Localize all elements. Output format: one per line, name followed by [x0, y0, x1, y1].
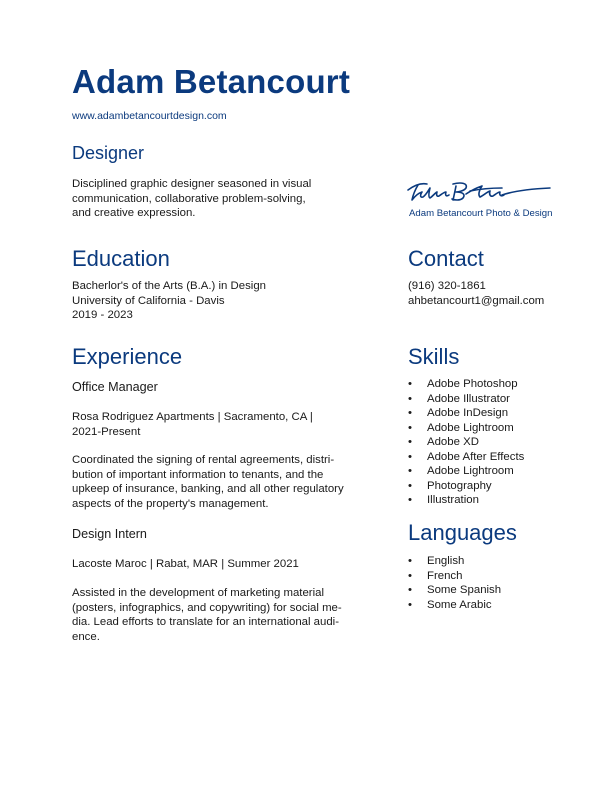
education-years: 2019 - 2023: [72, 309, 133, 322]
contact-heading: Contact: [408, 246, 484, 271]
education-school: University of California - Davis: [72, 294, 225, 307]
website-link[interactable]: www.adambetancourtdesign.com: [72, 110, 227, 122]
job-title: Design Intern: [72, 527, 147, 541]
skill-item: • Illustration: [408, 493, 524, 508]
summary-line: and creative expression.: [72, 207, 196, 220]
summary-line: communication, collaborative problem-solving,: [72, 192, 306, 205]
job-description-line: bution of important information to tenants, and the: [72, 468, 324, 481]
contact-phone: (916) 320-1861: [408, 280, 486, 292]
languages-heading: Languages: [408, 520, 517, 545]
job-description-line: dia. Lead efforts to translate for an international audi-: [72, 616, 340, 629]
job-employer-line: 2021-Present: [72, 425, 141, 438]
job-employer-line: Lacoste Maroc | Rabat, MAR | Summer 2021: [72, 558, 299, 570]
languages-list: [408, 554, 501, 612]
language-item: • French: [408, 569, 501, 584]
experience-heading: Experience: [72, 344, 183, 369]
summary-line: Disciplined graphic designer seasoned in visual: [72, 178, 312, 190]
language-item: • Some Arabic: [408, 598, 501, 613]
education-details: [72, 279, 266, 323]
skill-item: • Adobe XD: [408, 435, 524, 450]
job-description-line: Coordinated the signing of rental agreements, distri-: [72, 454, 335, 466]
job-employer: [72, 410, 313, 439]
job-employer: [72, 557, 299, 572]
contact-details: [408, 279, 544, 308]
contact-email[interactable]: ahbetancourt1@gmail.com: [408, 294, 545, 307]
job-employer-line: Rosa Rodriguez Apartments | Sacramento, CA |: [72, 411, 313, 423]
job-description-line: Assisted in the development of marketing material: [72, 587, 324, 599]
job-title: Office Manager: [72, 380, 158, 394]
skill-item: • Adobe Lightroom: [408, 464, 524, 479]
job-description-line: (posters, infographics, and copywriting) for social me-: [72, 601, 342, 614]
job-description-line: ence.: [72, 630, 100, 643]
skill-item: • Adobe Photoshop: [408, 377, 524, 392]
job-description: [72, 586, 342, 644]
job-description-line: aspects of the property's management.: [72, 497, 269, 510]
job-description-line: upkeep of insurance, banking, and all other regulatory: [72, 483, 344, 496]
skill-item: • Adobe InDesign: [408, 406, 524, 421]
skill-item: • Adobe Illustrator: [408, 392, 524, 407]
signature-image: [406, 176, 552, 206]
education-degree: Bacherlor's of the Arts (B.A.) in Design: [72, 280, 266, 292]
skill-item: • Adobe After Effects: [408, 450, 524, 465]
resume-name: Adam Betancourt: [72, 63, 351, 100]
profile-title: Designer: [72, 143, 145, 163]
language-item: • English: [408, 554, 501, 569]
language-item: • Some Spanish: [408, 583, 501, 598]
skill-item: • Photography: [408, 479, 524, 494]
education-heading: Education: [72, 246, 170, 271]
skills-list: [408, 377, 524, 508]
skills-heading: Skills: [408, 344, 460, 369]
signature-caption: Adam Betancourt Photo & Design: [409, 208, 553, 219]
skill-item: • Adobe Lightroom: [408, 421, 524, 436]
job-description: [72, 453, 344, 511]
profile-summary: [72, 177, 311, 221]
